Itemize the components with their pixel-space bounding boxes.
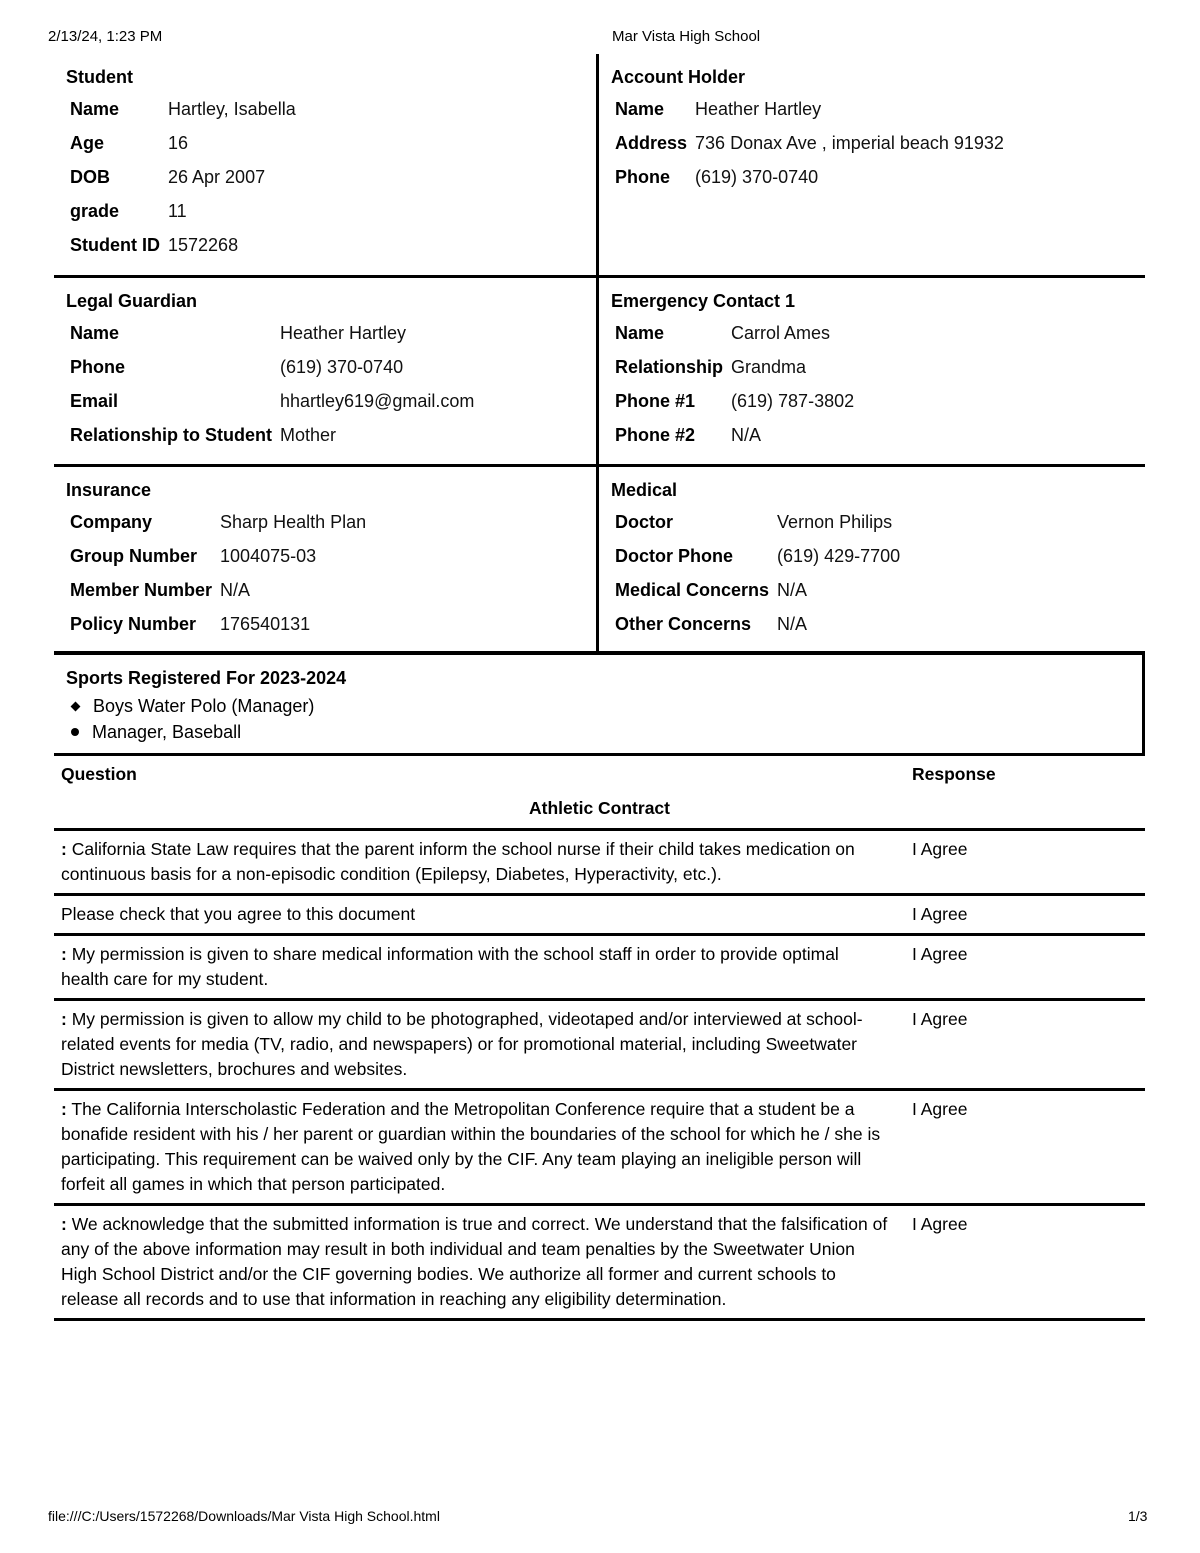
field-label: Name — [70, 322, 120, 343]
field-label: Member Number — [70, 579, 213, 600]
account-holder-fields — [615, 92, 1012, 194]
print-title: Mar Vista High School — [612, 28, 761, 45]
insurance-company: Sharp Health Plan — [220, 511, 367, 532]
field-label: Doctor Phone — [615, 545, 734, 566]
account-holder-address: 736 Donax Ave , imperial beach 91932 — [695, 132, 1004, 153]
emergency-phone-2: N/A — [731, 424, 762, 445]
sport-name: Manager, Baseball — [92, 722, 242, 742]
field-label: DOB — [70, 166, 110, 187]
student-dob: 26 Apr 2007 — [168, 166, 266, 187]
table-row — [54, 935, 1145, 1000]
file-path: file:///C:/Users/1572268/Downloads/Mar Vista High School.html — [48, 1508, 440, 1524]
field-label: Phone #2 — [615, 424, 696, 445]
medical-section — [599, 467, 1145, 654]
sport-name: Boys Water Polo (Manager) — [93, 696, 315, 716]
table-row — [54, 830, 1145, 895]
question-prefix: : — [61, 1214, 67, 1234]
field-label: Policy Number — [70, 613, 197, 634]
response-cell: I Agree — [905, 895, 1145, 935]
legal-guardian-fields — [70, 316, 482, 452]
info-grid — [54, 54, 1145, 654]
field-label: Age — [70, 132, 105, 153]
question-cell — [54, 1090, 905, 1205]
print-datetime: 2/13/24, 1:23 PM — [48, 28, 163, 45]
field-label: Company — [70, 511, 153, 532]
field-label: Student ID — [70, 234, 160, 255]
field-label: Name — [615, 322, 665, 343]
question-text: We acknowledge that the submitted information is true and correct. We understand that the falsification of any of the above information may result in both individual and team penalties by the Sweetwater Union High School District and/or the CIF governing bodies. We authorize all former and current schools to release all records and to use that information in reaching any eligibility determination. — [61, 1214, 888, 1309]
question-text: My permission is given to allow my child to be photographed, videotaped and/or interviewed at school-related events for media (TV, radio, and newspapers) or for promotional material, including Sweetwater District newsletters, brochures and websites. — [61, 1009, 863, 1079]
field-label: Phone — [615, 166, 671, 187]
insurance-group-number: 1004075-03 — [220, 545, 317, 566]
list-item — [68, 719, 1130, 745]
sports-title: Sports Registered For 2023-2024 — [66, 668, 347, 688]
sports-list — [68, 693, 1130, 745]
doctor-phone: (619) 429-7700 — [777, 545, 901, 566]
question-text: California State Law requires that the parent inform the school nurse if their child takes medication on continuous basis for a non-episodic condition (Epilepsy, Diabetes, Hyperactivity, etc.). — [61, 839, 855, 884]
field-label: Relationship — [615, 356, 724, 377]
question-prefix: : — [61, 839, 67, 859]
student-section — [54, 54, 599, 278]
question-prefix: : — [61, 1099, 67, 1119]
student-title: Student — [66, 67, 133, 87]
insurance-section — [54, 467, 599, 654]
emergency-relationship: Grandma — [731, 356, 807, 377]
response-cell: I Agree — [905, 1090, 1145, 1205]
insurance-policy-number: 176540131 — [220, 613, 311, 634]
emergency-name: Carrol Ames — [731, 322, 831, 343]
question-text: My permission is given to share medical information with the school staff in order to provide optimal health care for my student. — [61, 944, 839, 989]
student-id: 1572268 — [168, 234, 239, 255]
field-label: Other Concerns — [615, 613, 752, 634]
account-holder-name: Heather Hartley — [695, 98, 822, 119]
legal-guardian-title: Legal Guardian — [66, 291, 198, 311]
medical-title: Medical — [611, 480, 678, 500]
question-cell — [54, 895, 905, 935]
insurance-fields — [70, 505, 374, 641]
guardian-name: Heather Hartley — [280, 322, 407, 343]
question-text: Please check that you agree to this document — [61, 904, 416, 924]
other-concerns: N/A — [777, 613, 808, 634]
sports-section — [54, 652, 1145, 756]
field-label: Address — [615, 132, 688, 153]
response-column-header: Response — [912, 763, 996, 784]
questions-table — [54, 760, 1145, 1321]
field-label: Medical Concerns — [615, 579, 770, 600]
page-number: 1/3 — [1128, 1508, 1148, 1524]
circle-bullet-icon — [71, 728, 79, 736]
field-label: Group Number — [70, 545, 198, 566]
response-cell: I Agree — [905, 830, 1145, 895]
response-cell: I Agree — [905, 1000, 1145, 1090]
student-fields — [70, 92, 304, 262]
emergency-contact-fields — [615, 316, 862, 452]
question-cell — [54, 935, 905, 1000]
field-label: Phone #1 — [615, 390, 696, 411]
field-label: grade — [70, 200, 120, 221]
legal-guardian-section — [54, 278, 599, 467]
table-row — [54, 1000, 1145, 1090]
diamond-bullet-icon — [71, 701, 81, 711]
medical-fields — [615, 505, 908, 641]
guardian-phone: (619) 370-0740 — [280, 356, 404, 377]
doctor-name: Vernon Philips — [777, 511, 893, 532]
emergency-phone-1: (619) 787-3802 — [731, 390, 855, 411]
guardian-email: hhartley619@gmail.com — [280, 390, 475, 411]
medical-concerns: N/A — [777, 579, 808, 600]
field-label: Relationship to Student — [70, 424, 272, 445]
field-label: Name — [615, 98, 665, 119]
emergency-contact-section — [599, 278, 1145, 467]
table-row — [54, 1090, 1145, 1205]
account-holder-title: Account Holder — [611, 67, 746, 87]
question-cell — [54, 1205, 905, 1320]
table-row — [54, 895, 1145, 935]
student-grade: 11 — [168, 200, 187, 221]
student-name: Hartley, Isabella — [168, 98, 296, 119]
field-label: Doctor — [615, 511, 673, 532]
question-prefix: : — [61, 944, 67, 964]
field-label: Name — [70, 98, 120, 119]
question-column-header: Question — [61, 763, 137, 784]
account-holder-section — [599, 54, 1145, 278]
insurance-title: Insurance — [66, 480, 152, 500]
question-text: The California Interscholastic Federation and the Metropolitan Conference require that a student be a bonafide resident with his / her parent or guardian within the boundaries of the school for which he / she is participating. This requirement can be waived only by the CIF. Any team playing an ineligible person will forfeit all games in which that person participated. — [61, 1099, 881, 1194]
insurance-member-number: N/A — [220, 579, 251, 600]
student-age: 16 — [168, 132, 189, 153]
field-label: Email — [70, 390, 119, 411]
field-label: Phone — [70, 356, 126, 377]
athletic-contract-title: Athletic Contract — [54, 788, 1145, 830]
question-cell — [54, 1000, 905, 1090]
guardian-relationship: Mother — [280, 424, 337, 445]
response-cell: I Agree — [905, 1205, 1145, 1320]
emergency-contact-title: Emergency Contact 1 — [611, 291, 796, 311]
list-item — [68, 693, 1130, 719]
question-cell — [54, 830, 905, 895]
question-prefix: : — [61, 1009, 67, 1029]
account-holder-phone: (619) 370-0740 — [695, 166, 819, 187]
table-row — [54, 1205, 1145, 1320]
response-cell: I Agree — [905, 935, 1145, 1000]
